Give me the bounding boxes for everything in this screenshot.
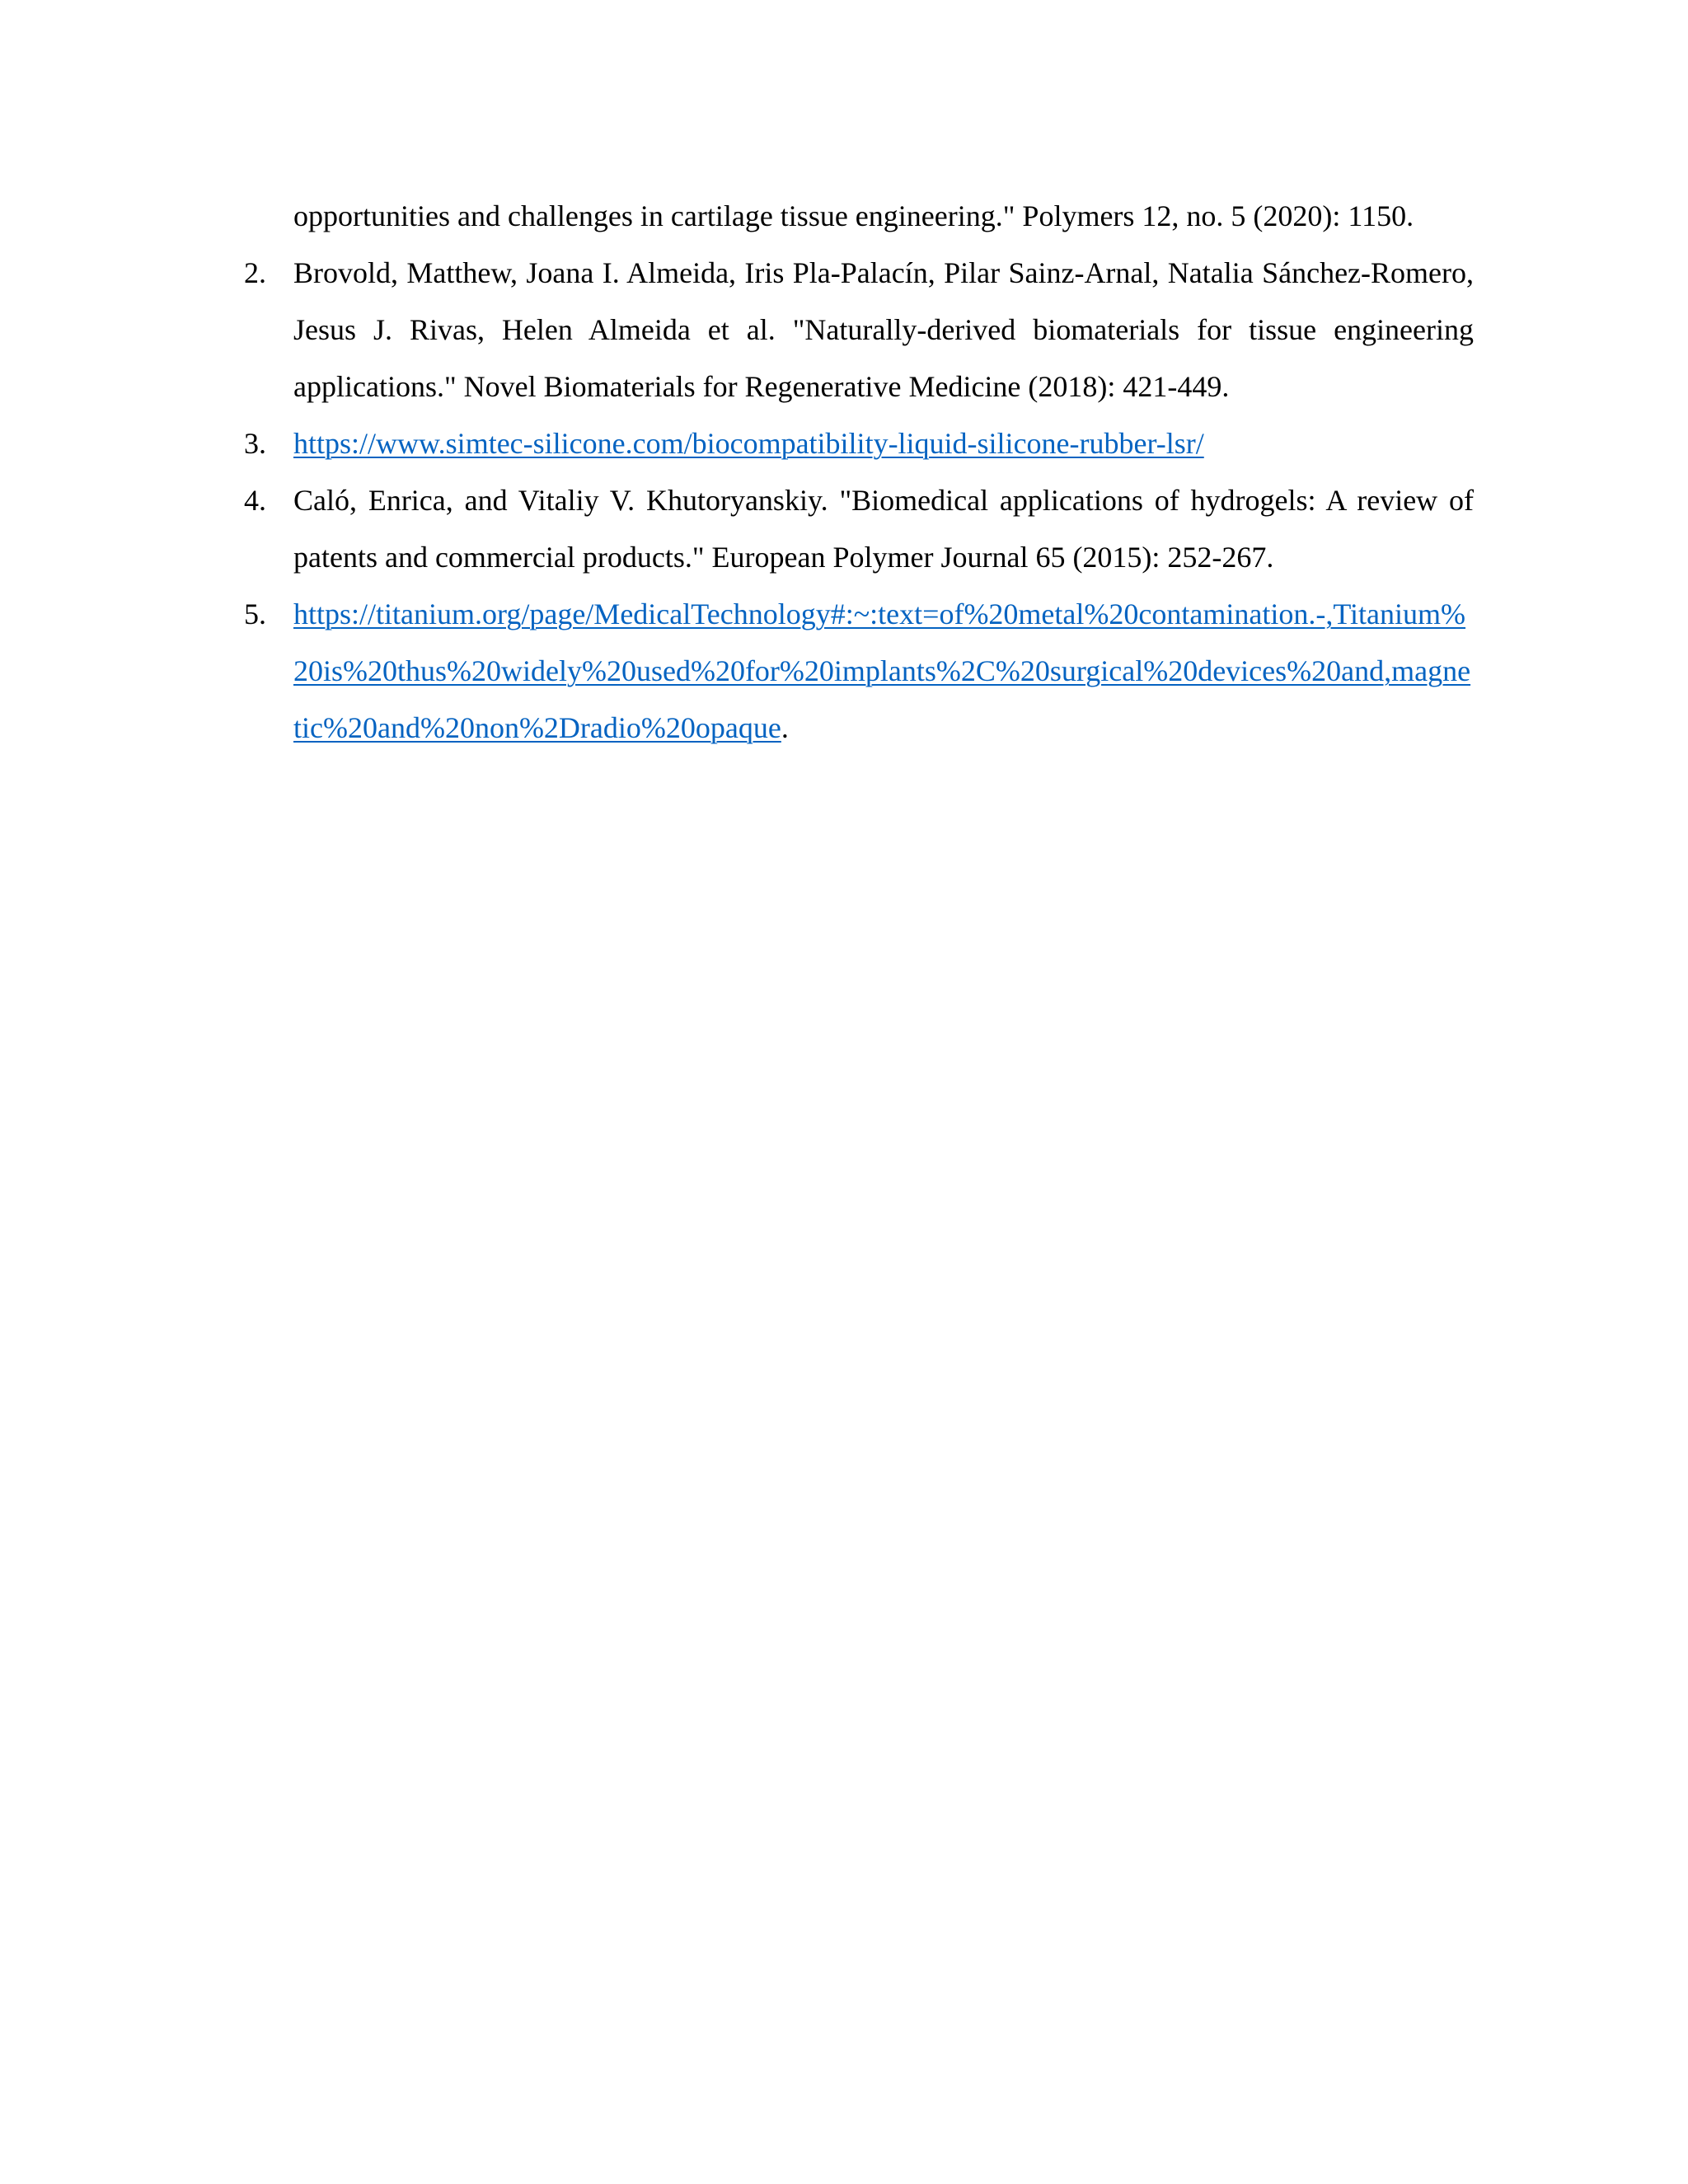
reference-number: 4. (244, 484, 266, 517)
reference-item-2 (244, 245, 1474, 415)
reference-item-3 (244, 415, 1474, 472)
reference-list (244, 188, 1474, 757)
reference-number: 3. (244, 427, 266, 460)
reference-number: 2. (244, 256, 266, 289)
reference-link[interactable]: https://titanium.org/page/MedicalTechnology#:~:text=of%20metal%20contamination.-,Titanium%20is%20thus%20widely%20used%20for%20implants%2C%20surgical%20devices%20and,magnetic%20and%20non%2Dradio%20opaque (293, 598, 1471, 744)
reference-link-container (293, 586, 1474, 757)
reference-text: opportunities and challenges in cartilage tissue engineering." Polymers 12, no. 5 (2020): 1150. (293, 199, 1414, 232)
reference-trailing-period: . (781, 711, 789, 744)
reference-item-1-continued (244, 188, 1474, 245)
reference-link[interactable]: https://www.simtec-silicone.com/biocompatibility-liquid-silicone-rubber-lsr/ (293, 427, 1204, 460)
reference-item-4 (244, 472, 1474, 586)
reference-link-container (293, 415, 1474, 472)
reference-item-5 (244, 586, 1474, 757)
reference-text: Brovold, Matthew, Joana I. Almeida, Iris Pla-Palacín, Pilar Sainz-Arnal, Natalia Sánchez-Romero, Jesus J. Rivas, Helen Almeida et al. "Naturally-derived biomaterials for tissue engineering applications." Novel Biomaterials for Regenerative Medicine (2018): 421-449. (293, 256, 1474, 403)
reference-text: Caló, Enrica, and Vitaliy V. Khutoryanskiy. "Biomedical applications of hydrogels: A review of patents and commercial products." European Polymer Journal 65 (2015): 252-267. (293, 484, 1474, 574)
reference-number: 5. (244, 598, 266, 630)
